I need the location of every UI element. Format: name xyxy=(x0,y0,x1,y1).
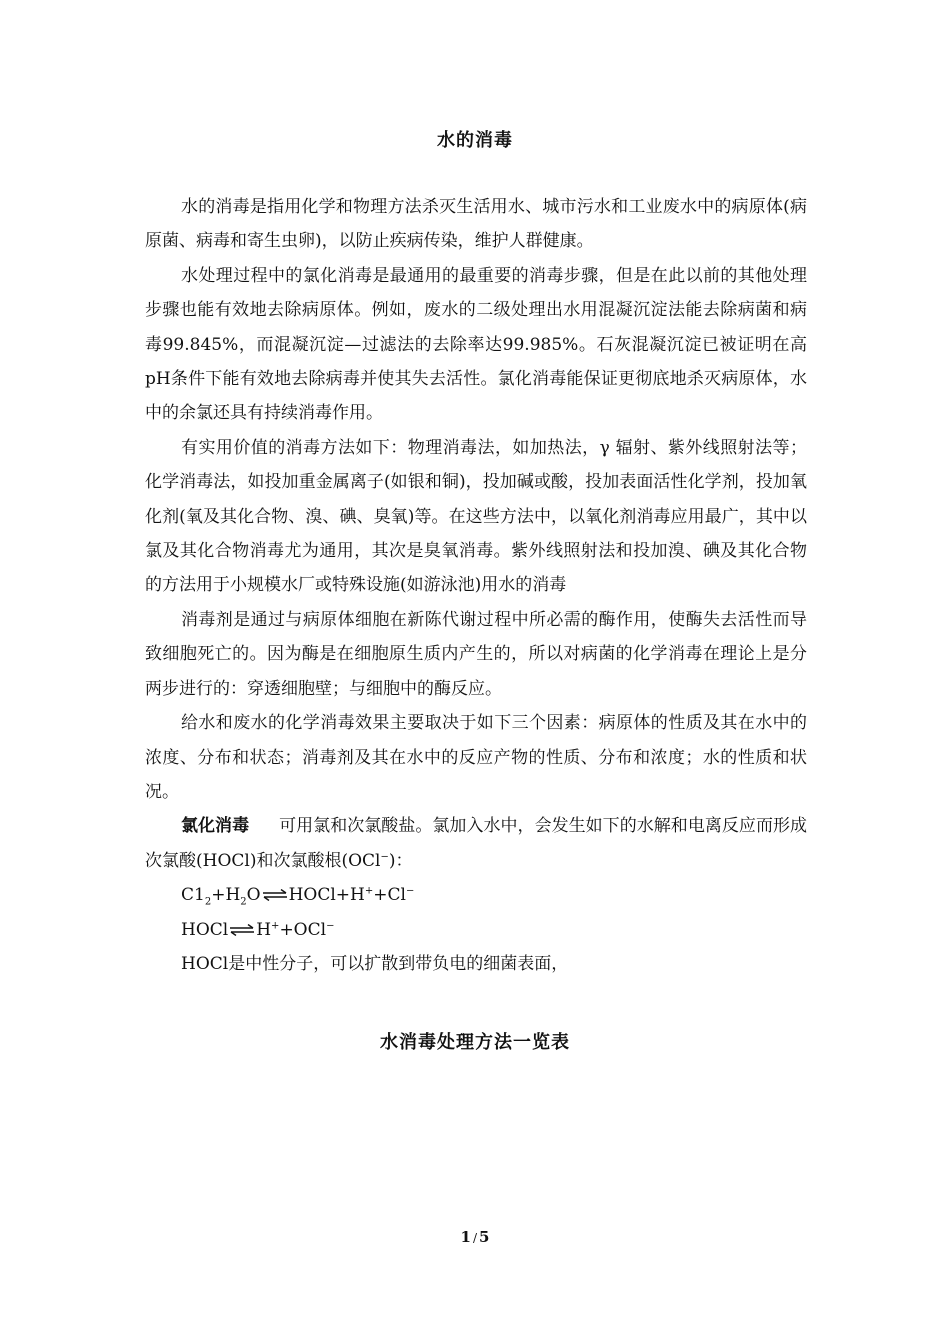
eq2-ocl-sup: − xyxy=(326,919,335,931)
eq1-o: O xyxy=(246,885,261,906)
chlorination-text: 可用氯和次氯酸盐。氯加入水中，会发生如下的水解和电离反应而形成次氯酸(HOCl)和次氯酸根(OCl xyxy=(145,816,808,871)
paragraph-factors: 给水和废水的化学消毒效果主要取决于如下三个因素：病原体的性质及其在水中的浓度、分布和状态；消毒剂及其在水中的反应产物的性质、分布和浓度；水的性质和状况。 xyxy=(145,713,807,802)
equation-ionization xyxy=(145,913,807,947)
equation-hydrolysis xyxy=(145,878,807,912)
eq2-h: H xyxy=(256,919,272,940)
page-separator: / xyxy=(472,1231,478,1245)
paragraph-chlorination xyxy=(145,809,807,878)
page-number xyxy=(0,1228,950,1246)
document-title: 水的消毒 xyxy=(437,130,513,151)
paragraph-definition: 水的消毒是指用化学和物理方法杀灭生活用水、城市污水和工业废水中的病原体(病原菌、病毒和寄生虫卵)，以防止疾病传染，维护人群健康。 xyxy=(145,197,807,252)
eq1-hocl: HOCl+H xyxy=(288,885,365,906)
eq1-cl-sup: − xyxy=(405,885,415,897)
eq1-cl: C1 xyxy=(181,885,205,906)
equilibrium-arrow-icon xyxy=(229,924,255,936)
eq2-ocl: +OCl xyxy=(279,919,327,940)
total-pages: 5 xyxy=(479,1228,490,1246)
eq2-hocl: HOCl xyxy=(181,919,229,940)
paragraph-methods: 有实用价值的消毒方法如下：物理消毒法，如加热法，γ 辐射、紫外线照射法等；化学消毒法，如投加重金属离子(如银和铜)，投加碱或酸，投加表面活性化学剂，投加氧化剂(氧及其化合物、溴、碘、臭氧)等。在这些方法中，以氧化剂消毒应用最广，其中以氯及其化合物消毒尤为通用，其次是臭氧消毒。紫外线照射法和投加溴、碘及其化合物的方法用于小规模水厂或特殊设施(如游泳池)用水的消毒 xyxy=(145,437,807,596)
eq1-h-sub: 2 xyxy=(240,896,247,908)
document-body xyxy=(145,190,807,981)
chlorination-heading: 氯化消毒 xyxy=(181,816,250,837)
paragraph-hocl: HOCl是中性分子，可以扩散到带负电的细菌表面， xyxy=(181,953,569,974)
paragraph-chlorination-overview: 水处理过程中的氯化消毒是最通用的最重要的消毒步骤，但是在此以前的其他处理步骤也能有效地去除病原体。例如，废水的二级处理出水用混凝沉淀法能去除病菌和病毒99.845%，而混凝沉淀—过滤法的去除率达99.985%。石灰混凝沉淀已被证明在高pH条件下能有效地去除病毒并使其失去活性。氯化消毒能保证更彻底地杀灭病原体，水中的余氯还具有持续消毒作用。 xyxy=(145,265,807,424)
eq1-cl-ion: +Cl xyxy=(373,885,406,906)
paragraph-mechanism: 消毒剂是通过与病原体细胞在新陈代谢过程中所必需的酶作用，使酶失去活性而导致细胞死亡的。因为酶是在细胞原生质内产生的，所以对病菌的化学消毒在理论上是分两步进行的：穿透细胞壁；与细胞中的酶反应。 xyxy=(145,609,807,699)
table-title: 水消毒处理方法一览表 xyxy=(380,1032,570,1053)
current-page: 1 xyxy=(460,1228,471,1246)
chlorination-text-sup: − xyxy=(380,851,389,863)
eq2-h-sup: + xyxy=(271,919,280,931)
equilibrium-arrow-icon xyxy=(262,889,288,901)
eq1-h: +H xyxy=(211,885,241,906)
chlorination-text-end: )： xyxy=(388,850,413,871)
eq1-h-sup: + xyxy=(364,885,374,897)
eq1-cl-sub: 2 xyxy=(204,896,212,908)
